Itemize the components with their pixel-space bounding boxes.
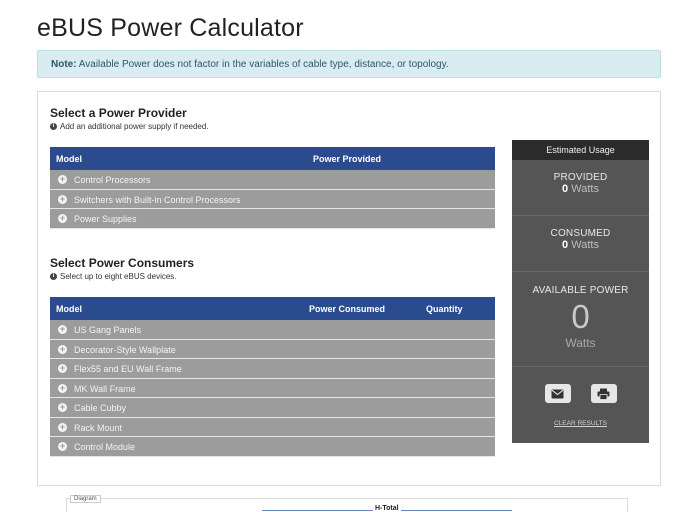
provided-label: PROVIDED — [553, 172, 608, 183]
consumer-section-title: Select Power Consumers — [50, 256, 195, 270]
consumer-row-mk-wall-frame[interactable] — [50, 379, 495, 399]
note-label: Note: — [51, 59, 77, 70]
provider-table — [50, 147, 495, 229]
expand-plus-icon[interactable]: + — [59, 213, 66, 223]
note-text: Available Power does not factor in the variables of cable type, distance, or topology. — [76, 59, 449, 70]
expand-plus-icon[interactable]: + — [59, 193, 66, 204]
consumed-number: 0 — [562, 239, 569, 251]
page-title: eBUS Power Calculator — [37, 14, 304, 42]
consumed-unit: Watts — [571, 239, 599, 251]
consumed-label: CONSUMED — [550, 228, 611, 239]
row-label: Cable Cubby — [74, 403, 127, 413]
usage-header: Estimated Usage — [512, 140, 649, 160]
calculator-panel — [37, 91, 661, 486]
column-power-provided: Power Provided — [313, 154, 382, 164]
provided-number: 0 — [562, 183, 569, 195]
row-label: Flex55 and EU Wall Frame — [74, 364, 182, 374]
consumed-block — [512, 216, 649, 272]
envelope-icon — [551, 389, 564, 399]
row-label: Rack Mount — [74, 422, 123, 433]
expand-plus-icon[interactable]: + — [59, 174, 66, 184]
consumer-row-us-gang-panels[interactable] — [50, 320, 495, 340]
provider-row-power-supplies[interactable] — [50, 209, 495, 229]
expand-plus-icon[interactable]: + — [59, 363, 66, 373]
consumer-hint — [50, 272, 177, 281]
available-label: AVAILABLE POWER — [532, 285, 629, 296]
info-icon: i — [50, 273, 57, 280]
consumer-table-header — [50, 297, 495, 320]
provider-row-switchers[interactable] — [50, 190, 495, 210]
provided-value — [512, 183, 649, 195]
row-label: Switchers with Built-in Control Processors — [74, 194, 241, 205]
row-label: Power Supplies — [74, 214, 137, 224]
info-icon: i — [50, 123, 57, 130]
available-block — [512, 272, 649, 367]
provider-section-title: Select a Power Provider — [50, 106, 187, 120]
consumer-row-cable-cubby[interactable] — [50, 398, 495, 418]
diagram-tab[interactable]: Diagram — [70, 495, 101, 503]
consumer-row-control-module[interactable] — [50, 437, 495, 457]
estimated-usage-panel — [512, 140, 649, 443]
print-button[interactable] — [591, 384, 617, 403]
column-model: Model — [56, 154, 82, 164]
row-label: MK Wall Frame — [74, 383, 136, 394]
row-label: Control Module — [74, 442, 136, 452]
expand-plus-icon[interactable]: + — [59, 343, 66, 354]
consumer-row-decorator-wallplate[interactable] — [50, 340, 495, 360]
note-banner — [37, 50, 661, 78]
provider-table-header — [50, 147, 495, 170]
provider-row-control-processors[interactable] — [50, 170, 495, 190]
consumed-value — [512, 239, 649, 251]
printer-icon — [597, 388, 610, 400]
expand-plus-icon[interactable]: + — [59, 402, 66, 412]
available-number: 0 — [571, 298, 590, 335]
column-quantity: Quantity — [426, 304, 463, 314]
consumer-row-flex55[interactable] — [50, 359, 495, 379]
consumer-hint-text: Select up to eight eBUS devices. — [60, 272, 177, 281]
diagram-panel — [66, 498, 628, 512]
clear-results-link[interactable]: CLEAR RESULTS — [554, 420, 607, 427]
provider-hint-text: Add an additional power supply if needed. — [60, 122, 209, 131]
action-buttons — [512, 367, 649, 403]
expand-plus-icon[interactable]: + — [59, 324, 66, 334]
expand-plus-icon[interactable]: + — [59, 441, 66, 451]
expand-plus-icon[interactable]: + — [59, 421, 66, 432]
row-label: Control Processors — [74, 175, 151, 185]
diagram-label: H-Total — [375, 505, 399, 512]
email-button[interactable] — [545, 384, 571, 403]
available-unit: Watts — [565, 336, 596, 350]
column-model: Model — [56, 304, 82, 314]
consumer-table — [50, 297, 495, 457]
provided-unit: Watts — [571, 183, 599, 195]
row-label: US Gang Panels — [74, 325, 142, 335]
provider-hint — [50, 122, 209, 131]
expand-plus-icon[interactable]: + — [59, 382, 66, 393]
row-label: Decorator-Style Wallplate — [74, 344, 176, 355]
provided-block — [512, 160, 649, 216]
column-power-consumed: Power Consumed — [309, 304, 386, 314]
consumer-row-rack-mount[interactable] — [50, 418, 495, 438]
